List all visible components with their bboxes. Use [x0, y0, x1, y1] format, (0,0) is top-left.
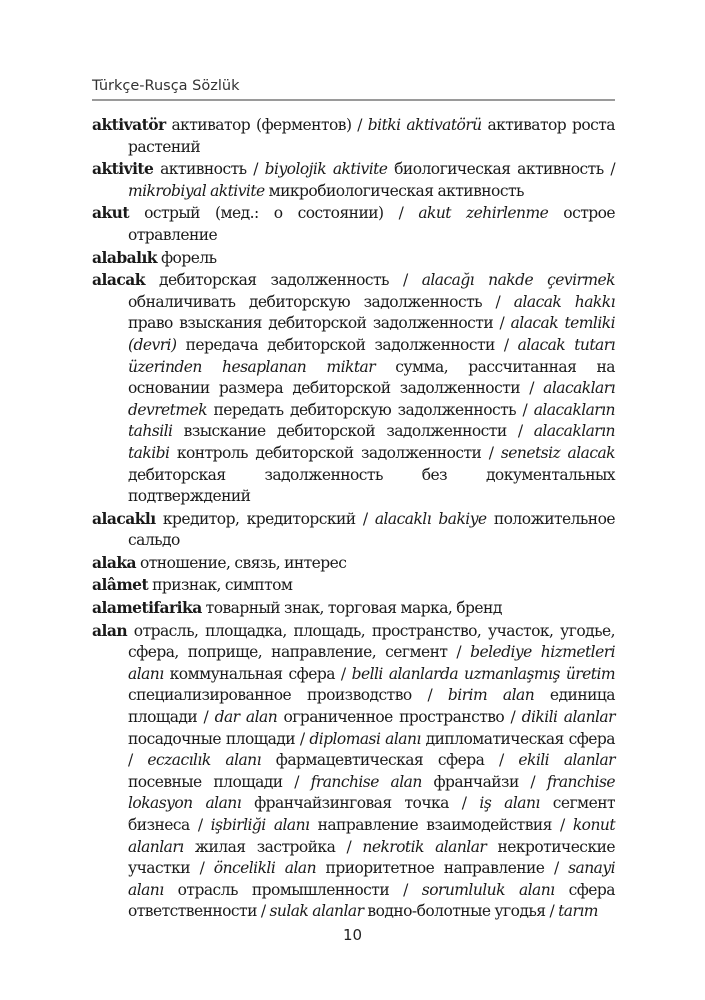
- dictionary-entry: [92, 597, 615, 620]
- turkish-phrase: öncelikli alan: [213, 859, 316, 878]
- translation-text: форель: [156, 248, 217, 267]
- translation-text: обналичивать дебиторскую задолженность /: [128, 292, 514, 311]
- translation-text: передача дебиторской задолженности /: [176, 335, 518, 354]
- headword: alacaklı: [92, 508, 156, 528]
- turkish-phrase: sulak alanlar: [269, 902, 364, 921]
- turkish-phrase: belli alanlarda uzmanlaşmış üretim: [351, 664, 615, 683]
- translation-text: ограниченное пространство /: [277, 708, 522, 727]
- translation-text: активность /: [153, 160, 265, 179]
- translation-text: дебиторская задолженность без документальных подтверждений: [128, 465, 615, 506]
- translation-text: передать дебиторскую задолженность /: [206, 400, 534, 419]
- turkish-phrase: alacak tutarı üzerinden hesaplanan miktar: [128, 335, 615, 376]
- turkish-phrase: işbirliği alanı: [210, 816, 310, 834]
- translation-text: взыскание дебиторской задолженности /: [172, 422, 534, 441]
- headword: alabalık: [92, 247, 157, 267]
- translation-text: острый (мед.: о состоянии) /: [129, 204, 419, 223]
- translation-text: сфера ответственности /: [128, 880, 615, 921]
- translation-text: специализированное производство /: [128, 686, 448, 705]
- turkish-phrase: alacağı nakde çevirmek: [421, 271, 615, 290]
- headword: alacak: [92, 270, 145, 290]
- turkish-phrase: konut alanları: [128, 816, 615, 856]
- translation-text: посадочные площади /: [128, 729, 310, 748]
- turkish-phrase: diplomasi alanı: [309, 729, 421, 748]
- turkish-phrase: bitki aktivatörü: [367, 116, 482, 134]
- dictionary-entry: [92, 114, 615, 158]
- headword: alametifarika: [92, 598, 202, 618]
- turkish-phrase: biyolojik aktivite: [264, 160, 388, 179]
- translation-text: дипломатическая сфера /: [128, 729, 615, 770]
- translation-text: сумма, рассчитанная на основании размера дебиторской задолженности /: [128, 357, 615, 398]
- dictionary-entry: [92, 269, 615, 508]
- translation-text: жилая застройка /: [183, 837, 363, 856]
- turkish-phrase: nekrotik alanlar: [362, 837, 487, 856]
- headword: alâmet: [92, 575, 149, 595]
- headword: aktivite: [92, 159, 154, 179]
- dictionary-entry: [92, 552, 615, 575]
- dictionary-entry: [92, 247, 615, 270]
- translation-text: франчайзинговая точка /: [241, 794, 480, 813]
- translation-text: биологическая активность /: [387, 160, 615, 179]
- headword: alaka: [92, 552, 137, 572]
- turkish-phrase: eczacılık alanı: [147, 751, 262, 770]
- translation-text: дебиторская задолженность /: [144, 271, 422, 290]
- headword: alan: [92, 620, 128, 640]
- turkish-phrase: alacakların takibi: [128, 422, 615, 462]
- dictionary-entry: [92, 508, 615, 552]
- dictionary-entry: [92, 620, 615, 923]
- turkish-phrase: senetsiz alacak: [500, 443, 616, 462]
- turkish-phrase: sorumluluk alanı: [421, 880, 555, 899]
- translation-text: коммунальная сфера /: [163, 664, 352, 683]
- turkish-phrase: mikrobiyal aktivite: [128, 181, 265, 200]
- translation-text: острое отравление: [128, 204, 615, 244]
- dictionary-entry: [92, 158, 615, 202]
- translation-text: контроль дебиторской задолженности /: [169, 443, 501, 462]
- translation-text: признак, симптом: [148, 576, 293, 595]
- translation-text: отрасль промышленности /: [163, 880, 422, 899]
- turkish-phrase: belediye hizmetleri alanı: [128, 643, 615, 683]
- translation-text: товарный знак, торговая марка, бренд: [201, 599, 502, 618]
- translation-text: направление взаимодействия /: [309, 816, 573, 834]
- translation-text: сегмент бизнеса /: [128, 794, 615, 834]
- translation-text: отношение, связь, интерес: [136, 553, 347, 572]
- translation-text: микробиологическая активность: [264, 181, 524, 200]
- turkish-phrase: akut zehirlenme: [418, 204, 549, 223]
- header-rule: [92, 99, 615, 101]
- turkish-phrase: sanayi alanı: [128, 859, 615, 899]
- dictionary-entries: [92, 114, 615, 923]
- translation-text: фармацевтическая сфера /: [261, 751, 519, 770]
- turkish-phrase: dikili alanlar: [521, 708, 615, 727]
- turkish-phrase: tarım: [558, 902, 598, 921]
- translation-text: кредитор, кредиторский /: [155, 509, 375, 528]
- translation-text: посевные площади /: [128, 772, 311, 791]
- turkish-phrase: alacak hakkı: [513, 292, 615, 311]
- turkish-phrase: franchise lokasyon alanı: [128, 772, 615, 813]
- running-head: Türkçe-Rusça Sözlük: [92, 78, 240, 94]
- turkish-phrase: alacaklı bakiye: [374, 509, 487, 528]
- translation-text: положительное сальдо: [128, 509, 615, 550]
- turkish-phrase: alacak temliki (devri): [128, 314, 615, 354]
- translation-text: отрасль, площадка, площадь, пространство, участок, угодье, сфера, поприще, направление, сегмент /: [127, 621, 615, 662]
- translation-text: единица площади /: [128, 686, 616, 727]
- turkish-phrase: franchise alan: [310, 772, 422, 791]
- dictionary-entry: [92, 202, 615, 246]
- turkish-phrase: iş alanı: [479, 794, 540, 813]
- turkish-phrase: birim alan: [447, 686, 535, 705]
- turkish-phrase: alacakların tahsili: [128, 400, 615, 441]
- turkish-phrase: dar alan: [214, 708, 278, 727]
- page-number: 10: [342, 926, 363, 944]
- translation-text: приоритетное направление /: [316, 859, 569, 878]
- dictionary-entry: [92, 574, 615, 597]
- translation-text: активатор роста растений: [128, 116, 615, 156]
- translation-text: некротические участки /: [128, 837, 615, 878]
- turkish-phrase: alacakları devretmek: [128, 379, 615, 419]
- translation-text: активатор (ферментов) /: [165, 116, 368, 134]
- turkish-phrase: ekili alanlar: [518, 751, 616, 770]
- translation-text: право взыскания дебиторской задолженности /: [128, 314, 511, 333]
- headword: akut: [92, 203, 130, 223]
- translation-text: франчайзи /: [421, 772, 547, 791]
- headword: aktivatör: [92, 115, 166, 134]
- translation-text: водно-болотные угодья /: [363, 902, 559, 921]
